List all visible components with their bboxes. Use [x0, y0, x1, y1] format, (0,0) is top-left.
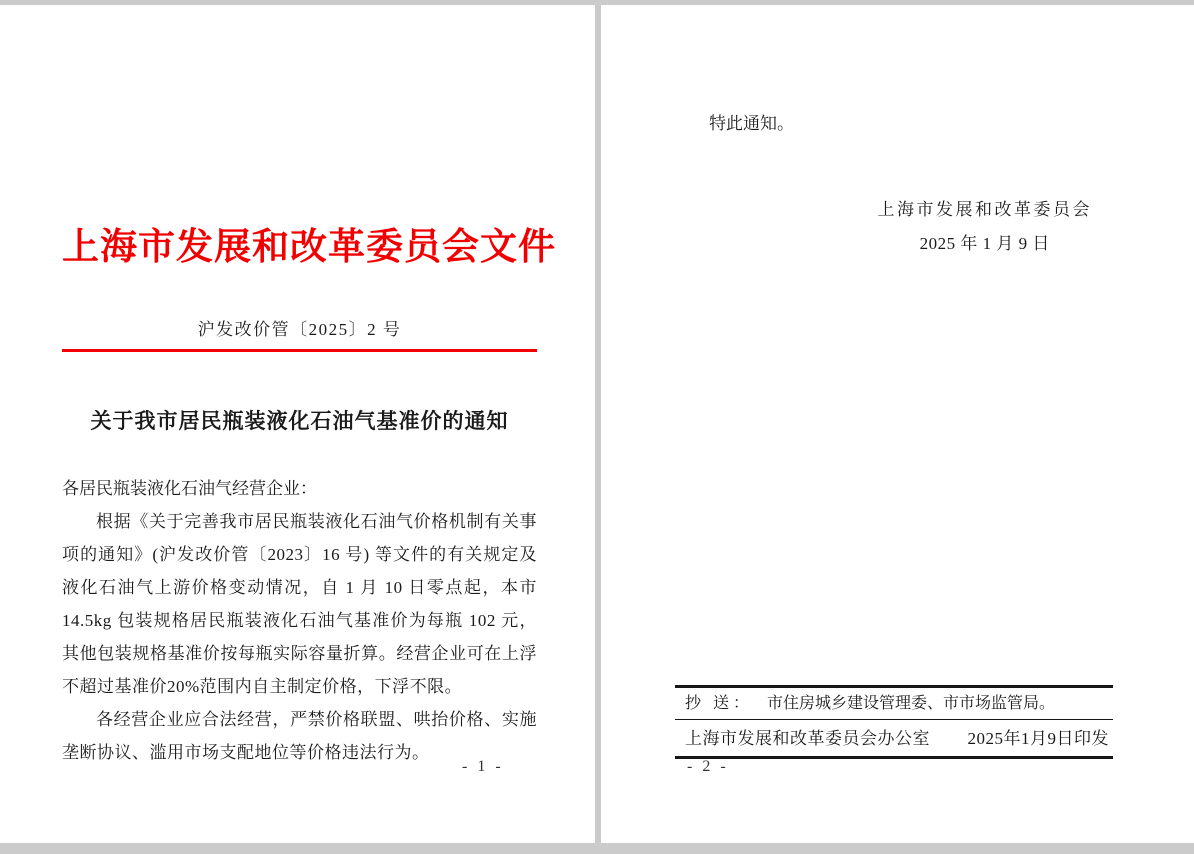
cc-recipients: 市住房城乡建设管理委、市市场监管局。: [767, 695, 1056, 712]
signature-date: 2025 年 1 月 9 日: [919, 234, 1050, 253]
page-number-2: - 2 -: [687, 758, 729, 775]
red-letterhead-title: 上海市发展和改革委员会文件: [62, 227, 556, 268]
page-number-1: - 1 -: [462, 758, 504, 775]
issuer-row: [675, 720, 1113, 759]
salutation: 各居民瓶装液化石油气经营企业：: [62, 479, 317, 498]
issuing-authority: 上海市发展和改革委员会: [877, 200, 1092, 219]
document-number: 沪发改价管〔2025〕2 号: [197, 320, 402, 339]
document-footer: [675, 685, 1113, 759]
cc-row: [675, 685, 1113, 720]
print-date: 2025年1月9日印发: [967, 729, 1109, 748]
body-paragraph-2: 各经营企业应合法经营，严禁价格联盟、哄抬价格、实施垄断协议、滥用市场支配地位等价格违法行为。: [62, 710, 537, 762]
page-2: [601, 5, 1194, 843]
cc-label: 抄 送：: [685, 695, 754, 712]
issuer-office: 上海市发展和改革委员会办公室: [685, 729, 930, 748]
document-subject-title: 关于我市居民瓶装液化石油气基准价的通知: [90, 409, 509, 433]
red-divider-line: [62, 349, 537, 352]
closing-phrase: 特此通知。: [709, 114, 794, 133]
page-1: [0, 5, 595, 843]
page-1-content: [0, 227, 595, 769]
signature-block: [878, 193, 1093, 261]
body-paragraph-1: 根据《关于完善我市居民瓶装液化石油气价格机制有关事项的通知》(沪发改价管〔2023〕16 号) 等文件的有关规定及液化石油气上游价格变动情况，自 1 月 10 日零点起，本市 14.5kg 包装规格居民瓶装液化石油气基准价为每瓶 102 元，其他包装规格基准价按每瓶实际容量折算。经营企业可在上浮不超过基准价20%范围内自主制定价格，下浮不限。: [62, 512, 537, 696]
